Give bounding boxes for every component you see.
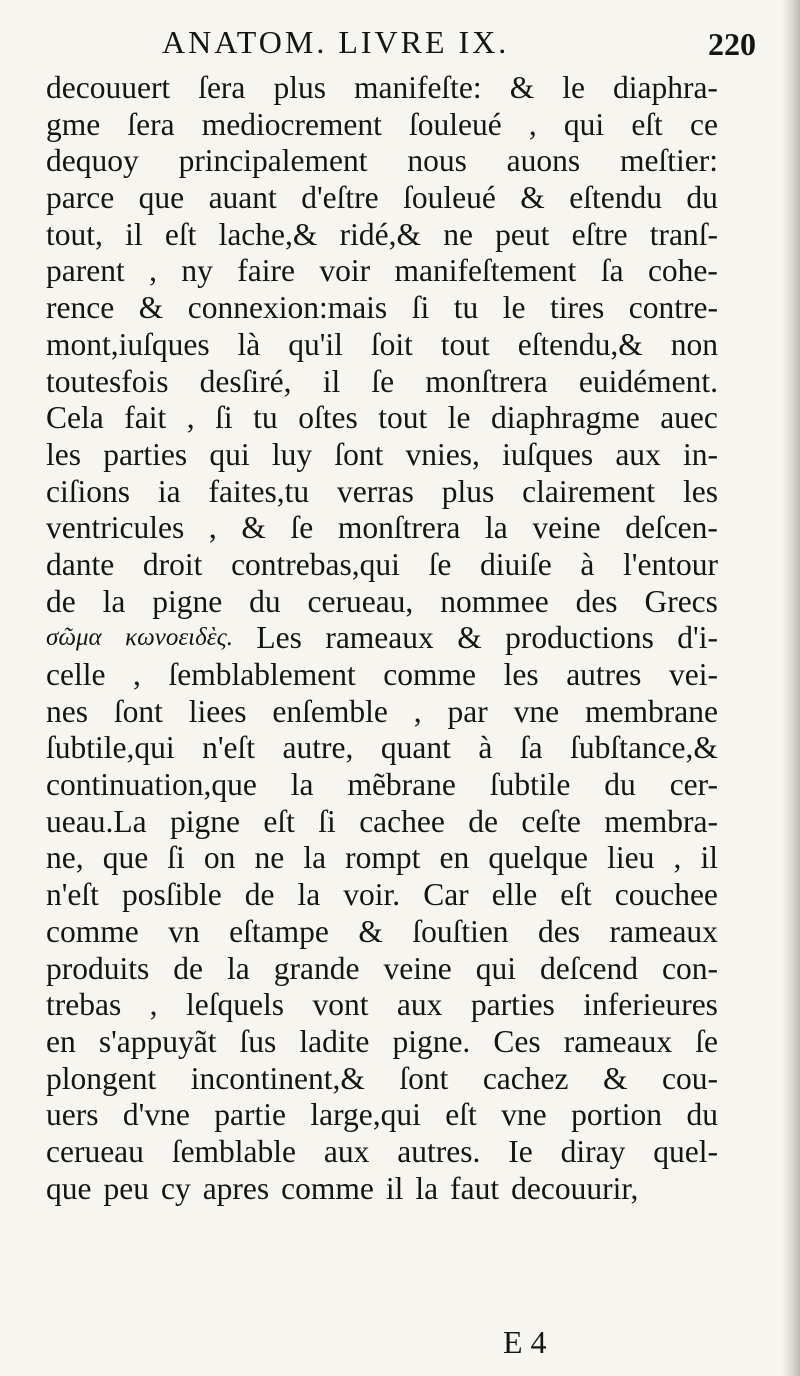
text-line: ne, que ſi on ne la rompt en quelque lieu , il <box>46 840 718 876</box>
text-line: cerueau ſemblable aux autres. Ie diray quel- <box>46 1133 718 1169</box>
text-line: σῶμα κωνοειδὲς. Les rameaux & productions d'i- <box>46 620 718 656</box>
text-line: trebas , leſquels vont aux parties inferieures <box>46 987 718 1023</box>
text-line: mont,iuſques là qu'il ſoit tout eſtendu,& non <box>46 326 718 362</box>
text-line: de la pigne du cerueau, nommee des Grecs <box>46 583 718 619</box>
text-line: continuation,que la mẽbrane ſubtile du cer- <box>46 767 718 803</box>
text-line: parent , ny faire voir manifeſtement ſa cohe- <box>46 253 718 289</box>
folio-number: 220 <box>708 26 756 62</box>
text-line: que peu cy apres comme il la faut decouurir, <box>46 1170 639 1206</box>
text-line: ueau.La pigne eſt ſi cachee de ceſte membra- <box>46 803 718 839</box>
text-line: en s'appuyãt ſus ladite pigne. Ces rameaux ſe <box>46 1023 718 1059</box>
text-line: toutesfois desſiré, il ſe monſtrera euidément. <box>46 363 718 399</box>
text-line: ventricules , & ſe monſtrera la veine deſcen- <box>46 510 718 546</box>
text-line: ſubtile,qui n'eſt autre, quant à ſa ſubſtance,& <box>46 730 718 766</box>
text-line: rence & connexion:mais ſi tu le tires contre- <box>46 290 718 326</box>
text-line: nes ſont liees enſemble , par vne membrane <box>46 693 718 729</box>
signature-mark: E 4 <box>503 1324 547 1360</box>
text-line: decouuert ſera plus manifeſte: & le diaphra- <box>46 70 718 105</box>
text-line: dequoy principalement nous auons meſtier: <box>46 143 718 179</box>
text-line: plongent incontinent,& ſont cachez & cou- <box>46 1060 718 1096</box>
text-line: uers d'vne partie large,qui eſt vne portion du <box>46 1097 718 1133</box>
page-header <box>0 14 800 74</box>
text-line: Cela fait , ſi tu oſtes tout le diaphragme auec <box>46 400 718 436</box>
text-line: les parties qui luy ſont vnies, iuſques aux in- <box>46 436 718 472</box>
running-head: ANATOM. LIVRE IX. <box>162 24 510 60</box>
page-footer <box>0 1318 800 1376</box>
text-line: dante droit contrebas,qui ſe diuiſe à l'entour <box>46 546 718 582</box>
text-line: tout, il eſt lache,& ridé,& ne peut eſtre tranſ- <box>46 216 718 252</box>
text-line: parce que auant d'eſtre ſouleué & eſtendu du <box>46 180 718 216</box>
body-text <box>46 70 718 1207</box>
text-line: gme ſera mediocrement ſouleué , qui eſt ce <box>46 106 718 142</box>
text-line: produits de la grande veine qui deſcend con- <box>46 950 718 986</box>
text-line: n'eſt posſible de la voir. Car elle eſt couchee <box>46 877 718 913</box>
page-edge-shadow <box>782 0 800 1376</box>
text-line: celle , ſemblablement comme les autres vei- <box>46 657 718 692</box>
text-line: comme vn eſtampe & ſouſtien des rameaux <box>46 913 718 949</box>
text-line: ciſions ia faites,tu verras plus clairement les <box>46 473 718 509</box>
